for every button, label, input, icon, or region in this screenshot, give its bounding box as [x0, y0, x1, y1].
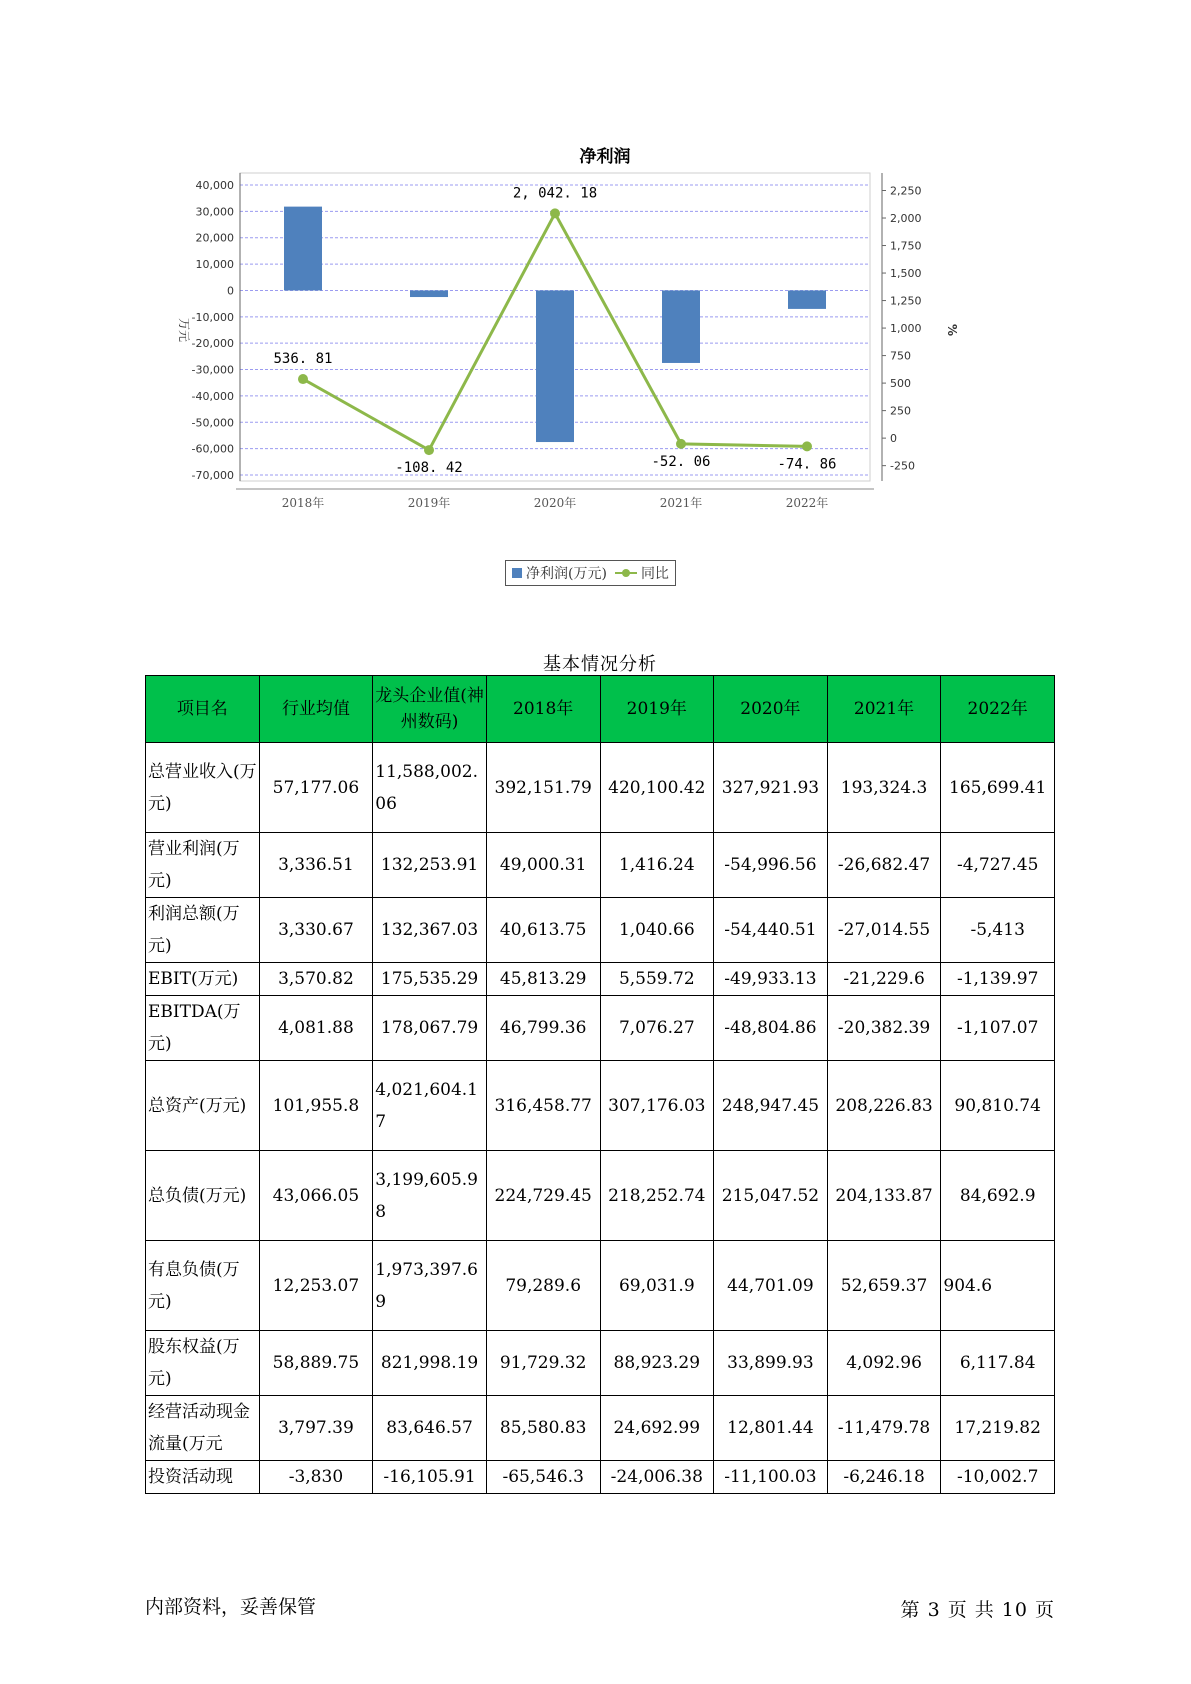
table-cell: -11,100.03 — [714, 1461, 828, 1494]
table-cell: 904.6 — [941, 1241, 1055, 1331]
point-yoy — [676, 439, 686, 449]
table-cell: 215,047.52 — [714, 1151, 828, 1241]
y-tick-label: 10,000 — [195, 258, 234, 272]
row-label-cell: EBIT(万元) — [146, 963, 260, 996]
row-label-cell: 经营活动现金流量(万元 — [146, 1396, 260, 1461]
point-yoy — [802, 441, 812, 451]
data-label-yoy: -74. 86 — [777, 456, 837, 473]
table-cell: 6,117.84 — [941, 1331, 1055, 1396]
table-cell: 58,889.75 — [259, 1331, 373, 1396]
table-cell: 57,177.06 — [259, 743, 373, 833]
table-row — [146, 1396, 1055, 1461]
table-cell: 248,947.45 — [714, 1061, 828, 1151]
x-tick-label: 2022年 — [785, 496, 829, 510]
table-cell: 7,076.27 — [600, 996, 714, 1061]
table-cell: 175,535.29 — [373, 963, 487, 996]
table-cell: 420,100.42 — [600, 743, 714, 833]
data-label-yoy: -108. 42 — [395, 460, 463, 477]
point-yoy — [550, 208, 560, 218]
y2-tick-label: 500 — [890, 377, 911, 391]
table-header-cell: 行业均值 — [259, 676, 373, 743]
legend-label-net-profit: 净利润(万元) — [526, 566, 607, 582]
table-header-cell: 2019年 — [600, 676, 714, 743]
row-label-cell: 有息负债(万元) — [146, 1241, 260, 1331]
table-cell: 12,801.44 — [714, 1396, 828, 1461]
table-cell: 1,973,397.69 — [373, 1241, 487, 1331]
table-cell: -20,382.39 — [827, 996, 941, 1061]
legend-label-yoy: 同比 — [640, 566, 669, 582]
table-cell: 5,559.72 — [600, 963, 714, 996]
table-cell: -6,246.18 — [827, 1461, 941, 1494]
table-cell: -16,105.91 — [373, 1461, 487, 1494]
table-cell: 4,021,604.17 — [373, 1061, 487, 1151]
chart-legend — [505, 560, 676, 586]
y-tick-label: -20,000 — [191, 337, 234, 351]
y2-tick-label: 1,250 — [890, 294, 922, 308]
table-cell: 193,324.3 — [827, 743, 941, 833]
table-cell: 224,729.45 — [486, 1151, 600, 1241]
table-cell: -4,727.45 — [941, 833, 1055, 898]
table-cell: -1,107.07 — [941, 996, 1055, 1061]
table-cell: -11,479.78 — [827, 1396, 941, 1461]
table-cell: 45,813.29 — [486, 963, 600, 996]
table-cell: 3,570.82 — [259, 963, 373, 996]
table-cell: 44,701.09 — [714, 1241, 828, 1331]
bar-net-profit — [284, 207, 322, 291]
table-header-cell: 项目名 — [146, 676, 260, 743]
point-yoy — [298, 374, 308, 384]
table-cell: -5,413 — [941, 898, 1055, 963]
y2-tick-label: 750 — [890, 349, 911, 363]
table-cell: 79,289.6 — [486, 1241, 600, 1331]
table-cell: 1,416.24 — [600, 833, 714, 898]
table-cell: -10,002.7 — [941, 1461, 1055, 1494]
row-label-cell: EBITDA(万元) — [146, 996, 260, 1061]
y2-tick-label: 250 — [890, 404, 911, 418]
net-profit-chart — [175, 130, 1035, 600]
table-cell: -1,139.97 — [941, 963, 1055, 996]
row-label-cell: 总资产(万元) — [146, 1061, 260, 1151]
table-row — [146, 996, 1055, 1061]
table-cell: 307,176.03 — [600, 1061, 714, 1151]
legend-bar-swatch — [512, 568, 522, 578]
table-cell: 132,253.91 — [373, 833, 487, 898]
y-tick-label: -50,000 — [191, 416, 234, 430]
y-tick-label: 30,000 — [195, 205, 234, 219]
y-tick-label: -30,000 — [191, 363, 234, 377]
table-cell: 83,646.57 — [373, 1396, 487, 1461]
y-tick-label: 20,000 — [195, 231, 234, 245]
row-label-cell: 营业利润(万元) — [146, 833, 260, 898]
table-cell: 12,253.07 — [259, 1241, 373, 1331]
legend-item-net-profit — [512, 563, 607, 583]
y-tick-label: -60,000 — [191, 442, 234, 456]
table-row — [146, 833, 1055, 898]
y2-tick-label: 2,000 — [890, 212, 922, 226]
table-cell: 91,729.32 — [486, 1331, 600, 1396]
table-cell: -21,229.6 — [827, 963, 941, 996]
table-row — [146, 898, 1055, 963]
data-label-yoy: -52. 06 — [651, 453, 711, 470]
table-cell: -54,996.56 — [714, 833, 828, 898]
table-cell: 3,330.67 — [259, 898, 373, 963]
table-cell: 3,797.39 — [259, 1396, 373, 1461]
table-cell: 46,799.36 — [486, 996, 600, 1061]
table-cell: 132,367.03 — [373, 898, 487, 963]
legend-item-yoy — [615, 563, 669, 583]
table-cell: 3,199,605.98 — [373, 1151, 487, 1241]
table-cell: 33,899.93 — [714, 1331, 828, 1396]
table-row — [146, 1151, 1055, 1241]
table-cell: -24,006.38 — [600, 1461, 714, 1494]
y2-axis-title: % — [945, 323, 959, 337]
row-label-cell: 投资活动现 — [146, 1461, 260, 1494]
table-row — [146, 1461, 1055, 1494]
table-cell: 17,219.82 — [941, 1396, 1055, 1461]
row-label-cell: 股东权益(万元) — [146, 1331, 260, 1396]
table-cell: 178,067.79 — [373, 996, 487, 1061]
row-label-cell: 利润总额(万元) — [146, 898, 260, 963]
data-label-yoy: 536. 81 — [273, 351, 333, 368]
y-tick-label: -40,000 — [191, 389, 234, 403]
row-label-cell: 总负债(万元) — [146, 1151, 260, 1241]
table-header-cell: 龙头企业值(神州数码) — [373, 676, 487, 743]
y-tick-label: 40,000 — [195, 179, 234, 192]
chart-canvas — [175, 130, 1035, 600]
chart-title: 净利润 — [579, 147, 631, 167]
x-tick-label: 2019年 — [407, 496, 451, 510]
table-row — [146, 743, 1055, 833]
table-cell: 90,810.74 — [941, 1061, 1055, 1151]
table-cell: 4,081.88 — [259, 996, 373, 1061]
table-cell: -65,546.3 — [486, 1461, 600, 1494]
y-tick-label: -70,000 — [191, 469, 234, 482]
table-cell: 218,252.74 — [600, 1151, 714, 1241]
table-row — [146, 1241, 1055, 1331]
table-cell: -54,440.51 — [714, 898, 828, 963]
table-row — [146, 1061, 1055, 1151]
y2-tick-label: 2,250 — [890, 184, 922, 198]
y-tick-label: -10,000 — [191, 310, 234, 324]
x-tick-label: 2018年 — [281, 496, 325, 510]
footer-confidential: 内部资料，妥善保管 — [145, 1596, 317, 1618]
table-caption: 基本情况分析 — [543, 654, 657, 675]
y2-tick-label: 1,750 — [890, 239, 922, 253]
table-cell: -49,933.13 — [714, 963, 828, 996]
table-cell: 101,955.8 — [259, 1061, 373, 1151]
analysis-table — [145, 675, 1055, 1494]
table-cell: -48,804.86 — [714, 996, 828, 1061]
table-cell: 11,588,002.06 — [373, 743, 487, 833]
table-cell: 327,921.93 — [714, 743, 828, 833]
table-header-cell: 2018年 — [486, 676, 600, 743]
bar-net-profit — [662, 290, 700, 363]
table-header-cell: 2021年 — [827, 676, 941, 743]
table-cell: -26,682.47 — [827, 833, 941, 898]
table-cell: 52,659.37 — [827, 1241, 941, 1331]
row-label-cell: 总营业收入(万元) — [146, 743, 260, 833]
table-row — [146, 1331, 1055, 1396]
y2-tick-label: -250 — [890, 459, 915, 473]
table-cell: 43,066.05 — [259, 1151, 373, 1241]
footer-page-number: 第 3 页 共 10 页 — [900, 1599, 1055, 1621]
table-cell: 1,040.66 — [600, 898, 714, 963]
legend-line-swatch — [615, 567, 637, 579]
table-cell: 392,151.79 — [486, 743, 600, 833]
table-cell: 85,580.83 — [486, 1396, 600, 1461]
table-row — [146, 963, 1055, 996]
table-cell: 49,000.31 — [486, 833, 600, 898]
table-cell: 165,699.41 — [941, 743, 1055, 833]
bar-net-profit — [788, 290, 826, 308]
table-cell: 40,613.75 — [486, 898, 600, 963]
point-yoy — [424, 445, 434, 455]
table-header-row — [146, 676, 1055, 743]
table-cell: 24,692.99 — [600, 1396, 714, 1461]
table-cell: 69,031.9 — [600, 1241, 714, 1331]
table-cell: 208,226.83 — [827, 1061, 941, 1151]
y2-tick-label: 1,000 — [890, 322, 922, 336]
table-cell: 204,133.87 — [827, 1151, 941, 1241]
bar-net-profit — [536, 290, 574, 442]
y-axis-title: 万元 — [177, 317, 191, 343]
table-header-cell: 2020年 — [714, 676, 828, 743]
y-tick-label: 0 — [227, 284, 234, 298]
table-cell: 316,458.77 — [486, 1061, 600, 1151]
data-label-yoy: 2, 042. 18 — [512, 185, 598, 202]
y2-tick-label: 1,500 — [890, 267, 922, 281]
table-cell: -27,014.55 — [827, 898, 941, 963]
table-cell: 821,998.19 — [373, 1331, 487, 1396]
table-cell: 88,923.29 — [600, 1331, 714, 1396]
table-cell: 4,092.96 — [827, 1331, 941, 1396]
bar-net-profit — [410, 290, 448, 297]
x-tick-label: 2021年 — [659, 496, 703, 510]
table-header-cell: 2022年 — [941, 676, 1055, 743]
table-cell: 3,336.51 — [259, 833, 373, 898]
table-cell: 84,692.9 — [941, 1151, 1055, 1241]
x-tick-label: 2020年 — [533, 496, 577, 510]
table-cell: -3,830 — [259, 1461, 373, 1494]
y2-tick-label: 0 — [890, 432, 897, 446]
